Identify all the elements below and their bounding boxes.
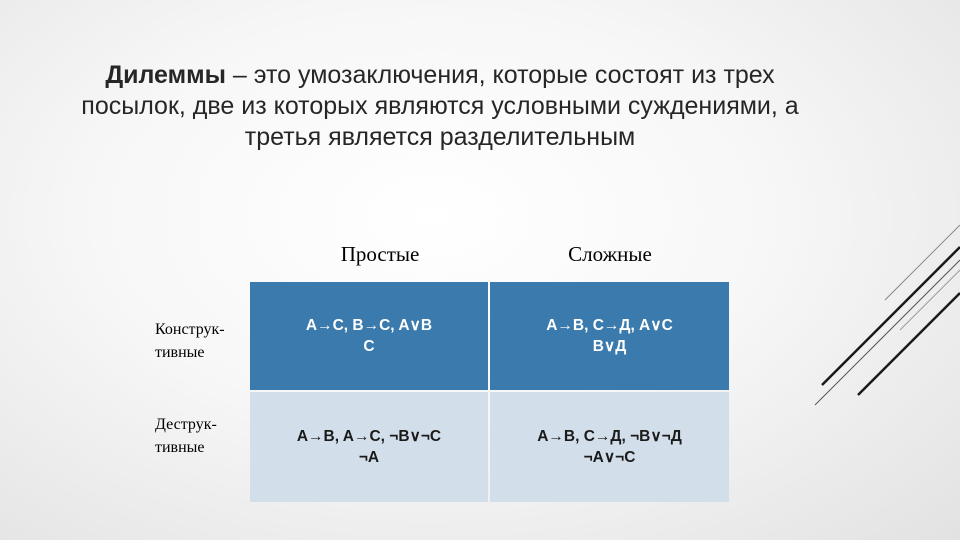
premises-line: A→B, C→Д, ¬B∨¬Д	[537, 428, 682, 445]
row-header-constructive: Конструк-тивные	[155, 321, 225, 361]
heading-term: Дилеммы	[105, 61, 226, 89]
conclusion-line: B∨Д	[592, 338, 627, 355]
premises-line: A→C, B→C, A∨B	[305, 317, 433, 334]
heading-definition: – это умозаключения, которые состоят из трех посылок, две из которых являются условными суждениями, а третья является разделительным	[81, 61, 799, 151]
row-header-destructive: Деструк-тивные	[155, 416, 217, 456]
conclusion-line: ¬A∨¬C	[583, 449, 636, 466]
column-header-complex: Сложные	[568, 242, 652, 266]
premises-line: A→B, A→C, ¬B∨¬C	[296, 428, 442, 445]
conclusion-line: C	[363, 338, 375, 355]
column-header-simple: Простые	[340, 242, 420, 266]
conclusion-line: ¬A	[358, 449, 380, 466]
premises-line: A→B, C→Д, A∨C	[546, 317, 673, 334]
